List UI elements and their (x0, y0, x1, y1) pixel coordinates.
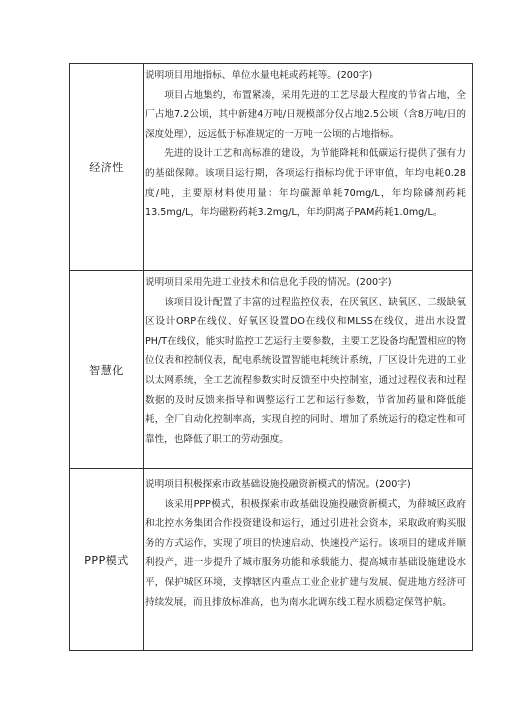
paragraph: 先进的设计工艺和高标准的建设，为节能降耗和低碳运行提供了强有力的基础保障。该项目运行期，各项运行指标均优于评审值，年均电耗0.28度/吨，主要原材料使用量：年均碳源单耗70mg/L，年均除磷剂药耗13.5mg/L，年均磁粉药耗3.2mg/L，年均阴离子PAM药耗1.0mg/L。 (145, 148, 466, 219)
prompt-text: 说明项目积极探索市政基础设施投融资新模式的情况。(200字) (145, 479, 411, 490)
table-row-economy (70, 64, 472, 271)
prompt-text: 说明项目采用先进工业技术和信息化手段的情况。(200字) (145, 277, 392, 288)
table-row-ppp (70, 469, 472, 650)
paragraph: 该采用PPP模式，积极探索市政基础设施投融资新模式，为薛城区政府和北控水务集团合作投资建设和运行，通过引进社会资本，采取政府购买服务的方式运作，实现了项目的快速启动、快速投产运行。该项目的建成并顺利投产，进一步提升了城市服务功能和承载能力、提高城市基础设施建设水平，保护城区环境，支撑辖区内重点工业企业扩建与发展、促进地方经济可持续发展，而且排放标准高，也为南水北调东线工程水质稳定保驾护航。 (145, 498, 466, 608)
row-label-smart: 智慧化 (70, 271, 144, 468)
paragraph: 该项目设计配置了丰富的过程监控仪表，在厌氧区、缺氧区、二级缺氧区设计ORP在线仪、好氧区设置DO在线仪和MLSS在线仪，进出水设置PH/T在线仪，能实时监控工艺运行主要参数，主要工艺设备均配置相应的物位仪表和控制仪表，配电系统设置智能电耗统计系统，厂区设计先进的工业以太网系统，全工艺流程参数实时反馈至中央控制室，通过过程仪表和过程数据的及时反馈来指导和调整运行工艺和运行参数，节省加药量和降低能耗，全厂自动化控制率高，实现自控的同时、增加了系统运行的稳定性和可靠性，也降低了职工的劳动强度。 (145, 296, 466, 445)
row-label-economy: 经济性 (70, 64, 144, 270)
row-content-economy (145, 66, 466, 223)
row-content-smart (145, 273, 466, 449)
table-row-smart (70, 271, 472, 469)
form-table (69, 63, 473, 651)
prompt-text: 说明项目用地指标、单位水量电耗或药耗等。(200字) (145, 70, 373, 81)
paragraph: 项目占地集约，布置紧凑，采用先进的工艺尽最大程度的节省占地，全厂占地7.2公顷，其中新建4万吨/日规模部分仅占地2.5公顷（含8万吨/日的深度处理），远远低于标准规定的一万吨一公顷的占地指标。 (145, 89, 466, 140)
row-label-ppp: PPP模式 (70, 469, 144, 650)
row-content-ppp (145, 475, 466, 612)
